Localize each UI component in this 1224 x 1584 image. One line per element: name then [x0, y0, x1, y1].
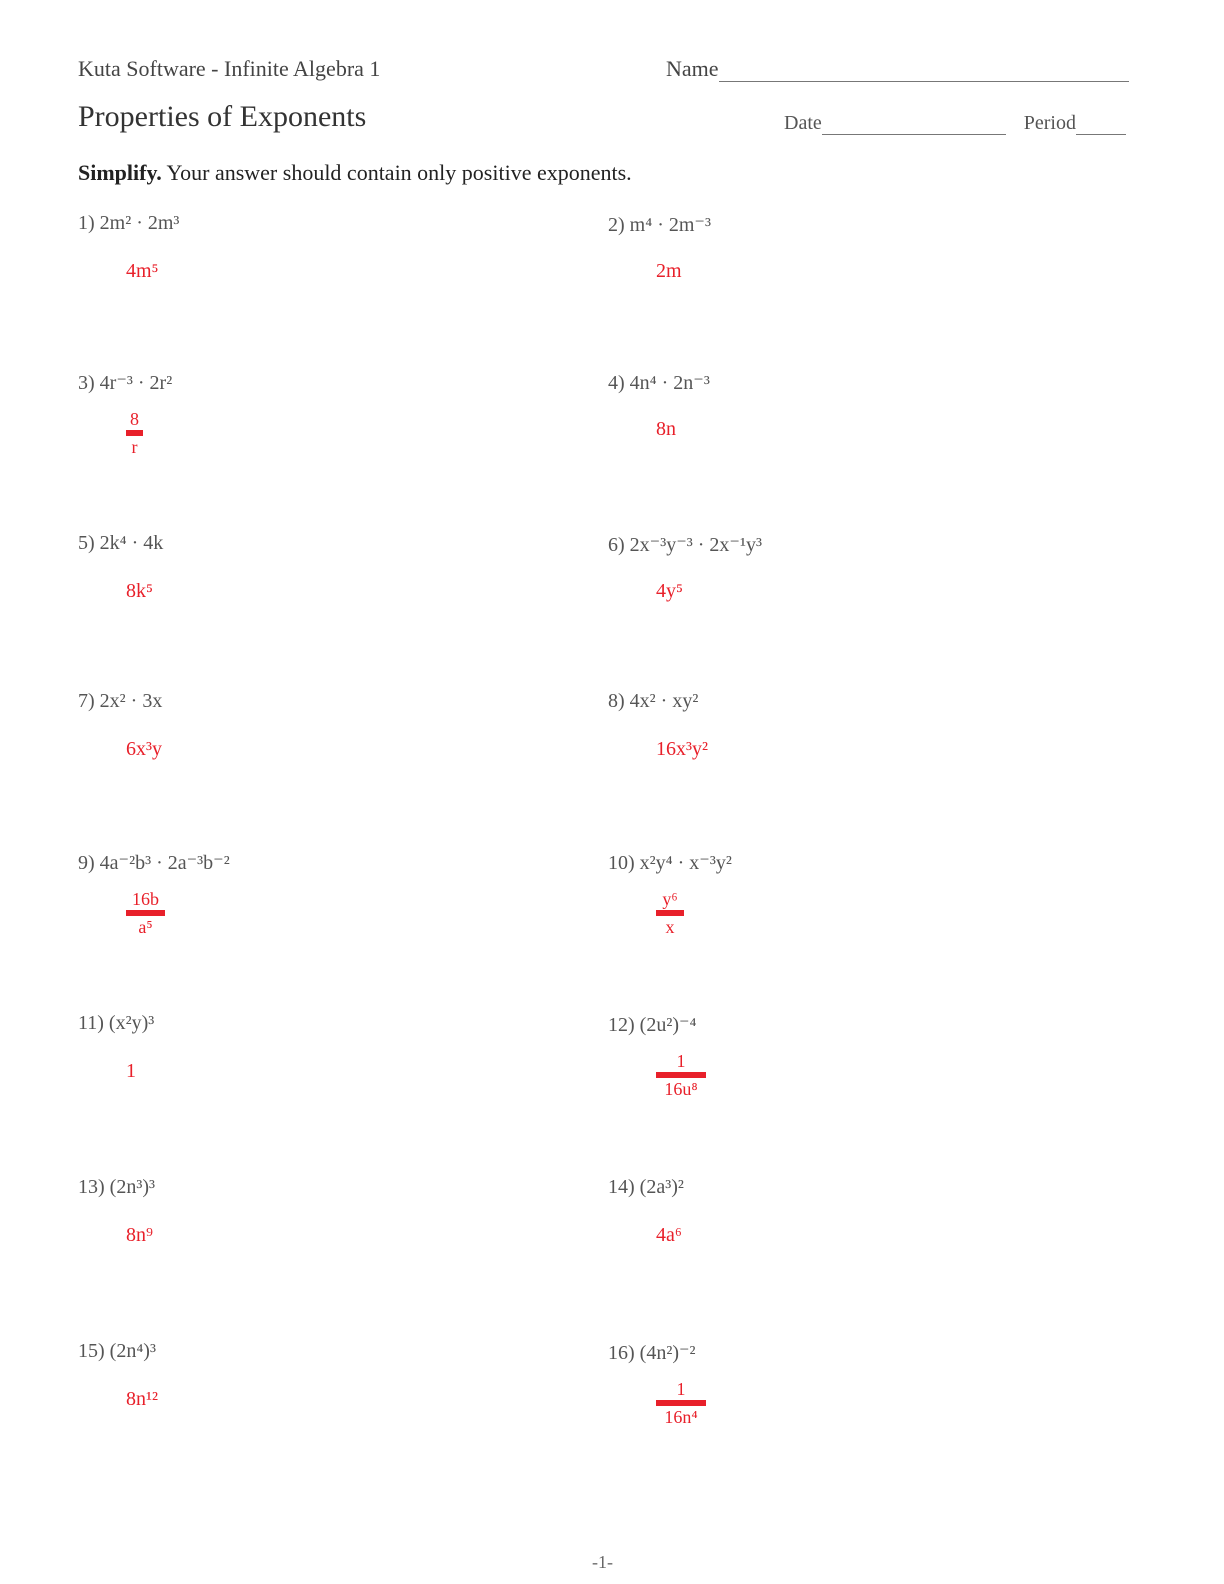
answer-15: 8n¹² [126, 1388, 158, 1410]
answer-13: 8n⁹ [126, 1224, 153, 1246]
name-label: Name [666, 56, 719, 81]
answer-10-fraction [656, 890, 684, 936]
problem-12: 12) (2u²)⁻⁴ [608, 1014, 697, 1036]
problem-14: 14) (2a³)² [608, 1176, 684, 1198]
fraction-bar [656, 1400, 706, 1406]
problem-15: 15) (2n⁴)³ [78, 1340, 156, 1362]
answer-11: 1 [126, 1060, 136, 1082]
answer-numerator: 8 [130, 409, 139, 429]
date-blank [822, 114, 1006, 135]
answer-numerator: y⁶ [662, 889, 678, 909]
answer-12-fraction [656, 1052, 706, 1098]
name-field [666, 56, 1129, 82]
page-title: Properties of Exponents [78, 100, 367, 133]
problem-10: 10) x²y⁴ · x⁻³y² [608, 852, 732, 874]
answer-16-fraction [656, 1380, 706, 1426]
fraction-bar [656, 910, 684, 916]
fraction-bar [126, 430, 143, 436]
problem-11: 11) (x²y)³ [78, 1012, 155, 1034]
answer-numerator: 1 [676, 1051, 686, 1071]
answer-9-fraction [126, 890, 165, 936]
page-number: -1- [592, 1552, 613, 1572]
problem-7: 7) 2x² · 3x [78, 690, 163, 712]
answer-numerator: 16b [132, 889, 159, 909]
answer-denominator: a⁵ [138, 917, 153, 937]
problem-4: 4) 4n⁴ · 2n⁻³ [608, 372, 710, 394]
answer-denominator: 16u⁸ [664, 1079, 698, 1099]
answer-denominator: r [131, 437, 138, 457]
fraction-bar [126, 910, 165, 916]
answer-4: 8n [656, 418, 676, 440]
problem-5: 5) 2k⁴ · 4k [78, 532, 164, 554]
name-blank [719, 61, 1129, 82]
answer-denominator: 16n⁴ [664, 1407, 698, 1427]
answer-1: 4m⁵ [126, 260, 159, 282]
problem-3: 3) 4r⁻³ · 2r² [78, 372, 173, 394]
problem-8: 8) 4x² · xy² [608, 690, 699, 712]
instructions-text: Your answer should contain only positive exponents. [166, 160, 632, 185]
problem-13: 13) (2n³)³ [78, 1176, 155, 1198]
answer-5: 8k⁵ [126, 580, 153, 602]
answer-denominator: x [665, 917, 675, 937]
problem-1: 1) 2m² · 2m³ [78, 212, 180, 234]
answer-7: 6x³y [126, 738, 162, 760]
answer-3-fraction [126, 410, 143, 456]
problem-16: 16) (4n²)⁻² [608, 1342, 696, 1364]
instructions-bold: Simplify. [78, 160, 162, 185]
problem-2: 2) m⁴ · 2m⁻³ [608, 214, 711, 236]
period-blank [1076, 114, 1126, 135]
instructions [78, 160, 632, 186]
problem-6: 6) 2x⁻³y⁻³ · 2x⁻¹y³ [608, 534, 762, 556]
date-period-field [784, 112, 1126, 135]
course-header: Kuta Software - Infinite Algebra 1 [78, 56, 381, 81]
answer-6: 4y⁵ [656, 580, 683, 602]
answer-14: 4a⁶ [656, 1224, 682, 1246]
period-label: Period [1023, 112, 1076, 134]
problem-9: 9) 4a⁻²b³ · 2a⁻³b⁻² [78, 852, 230, 874]
answer-numerator: 1 [676, 1379, 686, 1399]
answer-2: 2m [656, 260, 682, 282]
fraction-bar [656, 1072, 706, 1078]
date-label: Date [784, 112, 822, 134]
answer-8: 16x³y² [656, 738, 708, 760]
